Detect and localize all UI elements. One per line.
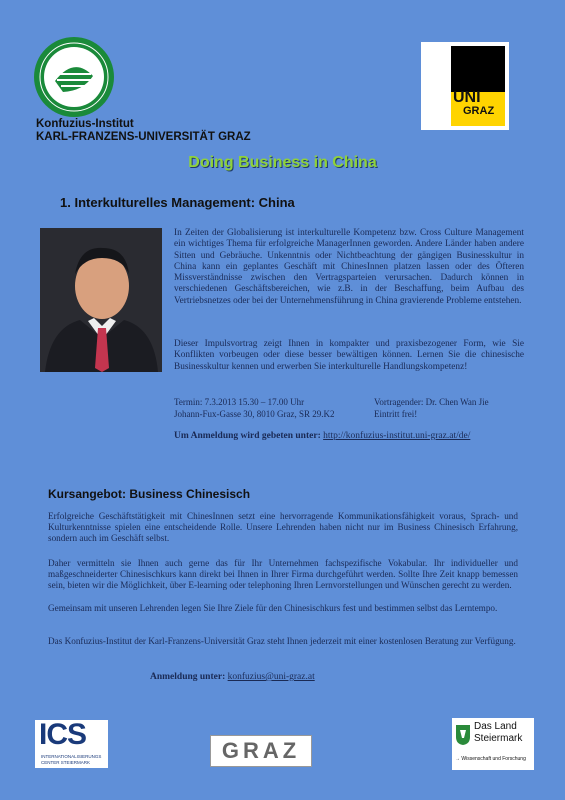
stmk-line3: → Wissenschaft und Forschung (455, 756, 526, 762)
event-details (174, 396, 334, 420)
ics-sub1: INTERNATIONALISIERUNGS (41, 754, 102, 759)
registration-label: Um Anmeldung wird gebeten unter (174, 431, 318, 441)
course-registration-line: Anmeldung unter: konfuzius@uni-graz.at (150, 672, 315, 682)
page-title: Doing Business in China (188, 154, 377, 171)
course-paragraph-3: Gemeinsam mit unseren Lehrenden legen Sie Ihre Ziele für den Chinesischkurs fest und bestimmen selbst das Lerntempo. (48, 603, 498, 613)
ics-logo-text: ICS (39, 718, 87, 751)
event-location: Johann-Fux-Gasse 30, 8010 Graz, SR 29.K2 (174, 409, 335, 419)
steiermark-logo (452, 718, 534, 770)
course-paragraph-2: Daher vermitteln sie Ihnen auch gerne das für Ihr Unternehmen fachspezifische Vokabular. Ihr individueller und maßgeschneiderter Chinesischkurs kann direkt bei Ihnen in Ihrer Firma durchgeführt werden. Sollte Ihre Zeit knapp bemessen sein, bieten wir die Möglichkeit, über E-learning oder telephoning Ihren Lernvorstellungen und Wünschen gerecht zu werden. (48, 558, 518, 591)
institute-name (36, 118, 251, 144)
ics-sub2: CENTER STEIERMARK (41, 760, 91, 765)
admission: Eintritt frei! (374, 409, 418, 419)
speaker-details (374, 396, 489, 420)
uni-graz-logo (421, 42, 509, 130)
registration-link[interactable]: http://konfuzius-institut.uni-graz.at/de/ (323, 431, 471, 441)
graz-city-logo (210, 735, 312, 767)
institute-line1: Konfuzius-Institut (36, 118, 134, 130)
speaker-name: Vortragender: Dr. Chen Wan Jie (374, 397, 489, 407)
steiermark-crest-icon (455, 724, 471, 746)
ics-logo (35, 720, 108, 768)
section2-heading: Kursangebot: Business Chinesisch (48, 487, 251, 501)
impulse-paragraph: Dieser Impulsvortrag zeigt Ihnen in kompakter und praxisbezogener Form, wie Sie Konflikten vorbeugen oder diese besser bewältigen können. Lernen Sie die chinesische Businesskultur kennen und erwerben Sie interkulturelle Handlungskompetenz! (174, 339, 524, 372)
course-registration-label: Anmeldung unter (150, 672, 223, 682)
course-paragraph-1: Erfolgreiche Geschäftstätigkeit mit ChinesInnen setzt eine hervorragende Kommunikationsfähigkeit voraus, Sprach- und Kulturkenntnisse spielen eine entscheidende Rolle. Unsere Lehrenden haben nicht nur im Business Chinesisch Erfahrung, sondern auch im Geschäft selbst. (48, 511, 518, 544)
graz-logo-word: GRAZ (463, 105, 495, 117)
section1-heading: 1. Interkulturelles Management: China (60, 195, 295, 210)
stmk-line1: Das Land (474, 721, 517, 732)
institute-line2: KARL-FRANZENS-UNIVERSITÄT GRAZ (36, 131, 251, 143)
speaker-photo (40, 228, 162, 372)
course-registration-email[interactable]: konfuzius@uni-graz.at (227, 672, 315, 682)
confucius-institute-logo (33, 36, 115, 118)
uni-logo-word: UNI (453, 89, 481, 106)
intro-paragraph: In Zeiten der Globalisierung ist interkulturelle Kompetenz bzw. Cross Culture Management ein wichtiges Thema für erfolgreiche ManagerInnen geworden. Andere Länder haben andere Sitten und Gebräuche. Unkenntnis oder Nichtbeachtung der gängigen Businesskultur in China kann ein geplantes Geschäft mit ChinesInnen platzen lassen oder des Öfteren Missverständnisse zwischen den Vertragsparteien verursachen. Dadurch können in verschiedenen Geschäftsbereichen, wie z.B. in der Beschaffung, beim Aufbau des Vertriebsnetzes oder bei der Unternehmensführung in China gravierende Probleme entstehen. (174, 228, 524, 306)
graz-logo-text: GRAZ (221, 738, 301, 763)
course-paragraph-4: Das Konfuzius-Institut der Karl-Franzens-Universität Graz steht Ihnen jederzeit mit einer kostenlosen Beratung zur Verfügung. (48, 636, 516, 646)
registration-line: Um Anmeldung wird gebeten unter: http://konfuzius-institut.uni-graz.at/de/ (174, 431, 471, 441)
event-date: Termin: 7.3.2013 15.30 – 17.00 Uhr (174, 397, 305, 407)
stmk-line2: Steiermark (474, 733, 523, 744)
